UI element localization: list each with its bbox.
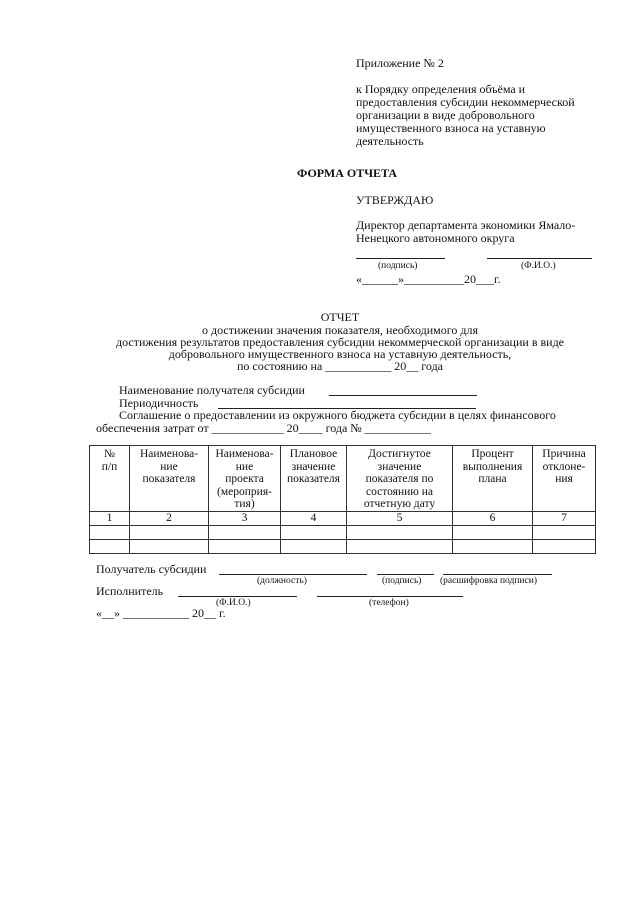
report-title: ОТЧЕТ — [320, 310, 360, 324]
table-cell — [281, 539, 347, 553]
periodicity-label: Периодичность — [119, 396, 199, 410]
table-cell — [209, 539, 281, 553]
table-cell — [209, 525, 281, 539]
report-subtitle-line: достижения результатов предоставления субсидии некоммерческой организации в виде — [115, 335, 565, 349]
table-cell — [533, 539, 596, 553]
header-achieved-value: Достигнутое значение показателя по состоянию на отчетную дату — [347, 446, 453, 512]
recipient-name-label: Наименование получателя субсидии — [119, 383, 305, 397]
executor-label: Исполнитель — [96, 584, 164, 598]
table-cell — [130, 525, 209, 539]
approval-date: «______»__________20___г. — [356, 272, 501, 286]
fio-line — [487, 258, 592, 259]
appendix-line: организации в виде добровольного — [356, 108, 535, 122]
table-cell — [347, 525, 453, 539]
form-title: ФОРМА ОТЧЕТА — [297, 166, 398, 180]
position-caption: (должность) — [257, 576, 307, 586]
appendix-line: деятельность — [356, 134, 424, 148]
recipient-label: Получатель субсидии — [96, 562, 207, 576]
report-subtitle-line: о достижении значения показателя, необходимого для — [201, 323, 479, 337]
header-plan-percent: Процент выполнения плана — [453, 446, 533, 512]
table-number-row — [90, 511, 596, 525]
header-number: № п/п — [90, 446, 130, 512]
agreement-line-2: обеспечения затрат от ____________ 20____ года № ___________ — [96, 421, 431, 435]
appendix-block — [356, 57, 606, 148]
position-line — [219, 574, 367, 575]
column-number: 3 — [209, 511, 281, 525]
column-number: 7 — [533, 511, 596, 525]
appendix-line: имущественного взноса на уставную — [356, 121, 546, 135]
table-cell — [453, 539, 533, 553]
column-number: 5 — [347, 511, 453, 525]
table-row — [90, 539, 596, 553]
table-cell — [90, 539, 130, 553]
approval-heading: УТВЕРЖДАЮ — [356, 193, 434, 207]
appendix-title: Приложение № 2 — [356, 56, 444, 70]
column-number: 6 — [453, 511, 533, 525]
executor-phone-caption: (телефон) — [369, 598, 409, 608]
recipient-name-line — [329, 395, 477, 396]
header-planned-value: Плановое значение показателя — [281, 446, 347, 512]
approval-position-line: Ненецкого автономного округа — [356, 231, 515, 245]
header-project-name: Наименова- ние проекта (мероприя- тия) — [209, 446, 281, 512]
appendix-line: к Порядку определения объёма и — [356, 82, 526, 96]
report-date-line: по состоянию на ___________ 20__ года — [236, 359, 443, 373]
fio-caption: (Ф.И.О.) — [521, 261, 556, 271]
table-cell — [130, 539, 209, 553]
table-cell — [347, 539, 453, 553]
table-header-row — [90, 446, 596, 512]
column-number: 4 — [281, 511, 347, 525]
report-subtitle-line: добровольного имущественного взноса на уставную деятельность, — [168, 347, 512, 361]
table-cell — [453, 525, 533, 539]
signature-line — [356, 258, 445, 259]
executor-phone-line — [317, 596, 463, 597]
header-indicator-name: Наименова- ние показателя — [130, 446, 209, 512]
approval-position-line: Директор департамента экономики Ямало- — [356, 218, 576, 232]
signature-line — [377, 574, 434, 575]
executor-fio-line — [178, 596, 297, 597]
appendix-line: предоставления субсидии некоммерческой — [356, 95, 575, 109]
signature-caption: (подпись) — [382, 576, 422, 586]
column-number: 2 — [130, 511, 209, 525]
executor-fio-caption: (Ф.И.О.) — [216, 598, 251, 608]
table-cell — [533, 525, 596, 539]
decode-caption: (расшифровка подписи) — [440, 576, 537, 586]
table-row — [90, 525, 596, 539]
column-number: 1 — [90, 511, 130, 525]
table-cell — [281, 525, 347, 539]
footer-date: «__» ___________ 20__ г. — [96, 606, 226, 620]
decode-line — [443, 574, 552, 575]
table-cell — [90, 525, 130, 539]
report-table — [89, 445, 596, 554]
header-deviation-reason: Причина отклоне- ния — [533, 446, 596, 512]
signature-caption: (подпись) — [378, 261, 418, 271]
agreement-line: Соглашение о предоставлении из окружного бюджета субсидии в целях финансового — [119, 408, 556, 422]
